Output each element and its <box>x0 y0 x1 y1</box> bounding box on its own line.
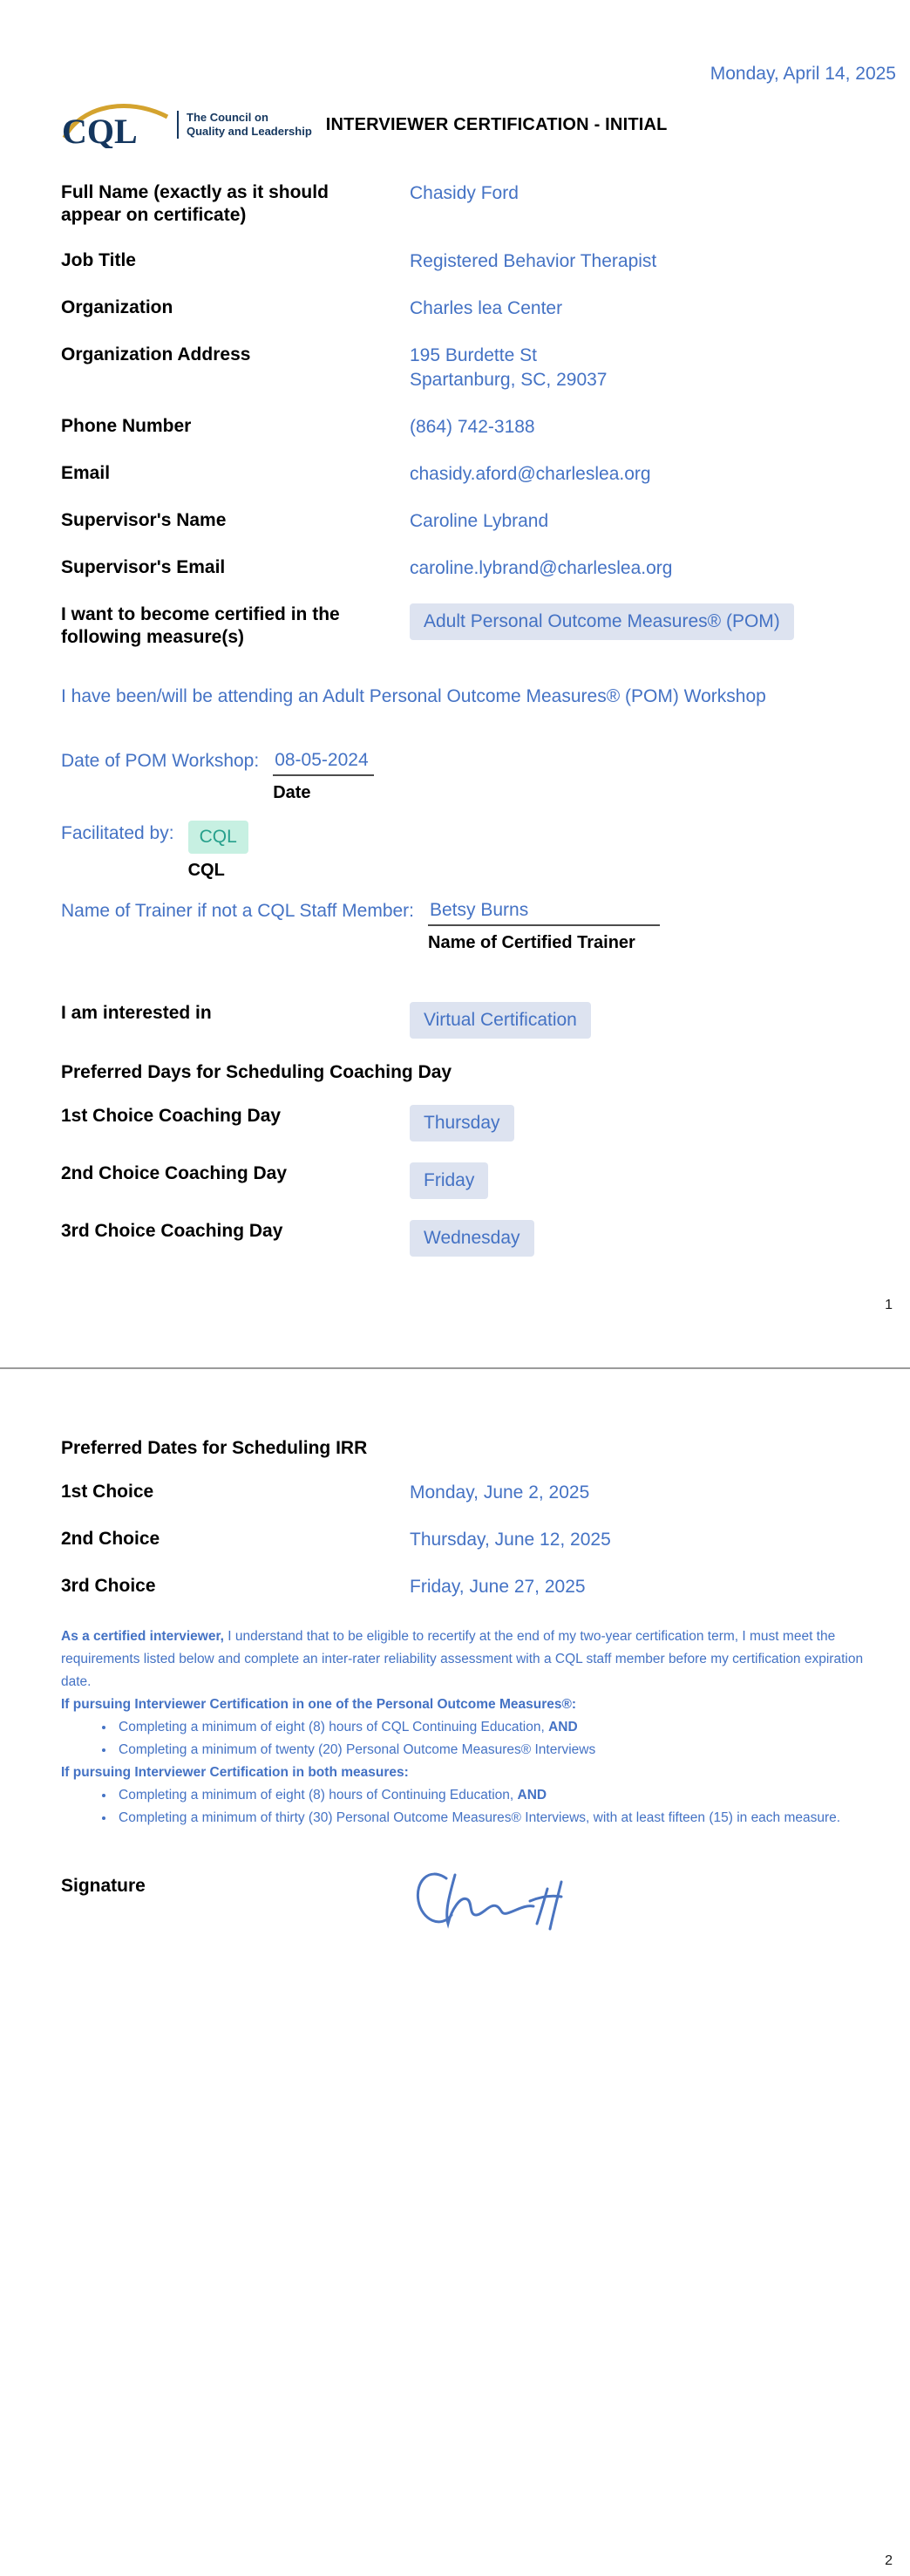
irr-choice-3-value: Friday, June 27, 2025 <box>410 1577 586 1597</box>
irr-choice-2-row <box>61 1528 896 1552</box>
field-label: Supervisor's Name <box>61 510 227 530</box>
field-value: Registered Behavior Therapist <box>410 251 657 271</box>
form-row-email <box>61 462 896 487</box>
coaching-choice-2-chip: Friday <box>410 1162 488 1199</box>
field-label: Email <box>61 463 111 483</box>
logo-tagline-line1: The Council on <box>187 110 268 124</box>
facilitated-by-label: Facilitated by: <box>61 823 174 843</box>
form-row-full-name <box>61 181 896 227</box>
coaching-choice-2-label: 2nd Choice Coaching Day <box>61 1163 288 1183</box>
note-bullet-text: Completing a minimum of thirty (30) Personal Outcome Measures® Interviews, with at least fifteen (15) in each measure. <box>119 1810 841 1825</box>
field-label: Organization Address <box>61 344 251 365</box>
coaching-choice-3-label: 3rd Choice Coaching Day <box>61 1221 283 1241</box>
note-one-measure-list <box>61 1716 896 1762</box>
page-number-2: 2 <box>885 2553 893 2568</box>
facilitated-by-chip: CQL <box>188 821 248 854</box>
facilitated-by-caption: CQL <box>187 861 225 880</box>
measure-chip: Adult Personal Outcome Measures® (POM) <box>410 603 794 640</box>
workshop-statement: I have been/will be attending an Adult Personal Outcome Measures® (POM) Workshop <box>61 686 766 706</box>
document-header <box>61 101 896 148</box>
irr-choice-3-row <box>61 1575 896 1599</box>
trainer-caption: Name of Certified Trainer <box>428 933 635 952</box>
note-bullet-text: Completing a minimum of twenty (20) Personal Outcome Measures® Interviews <box>119 1742 596 1757</box>
certification-note <box>61 1625 896 1830</box>
note-bullet <box>115 1784 896 1807</box>
coaching-days-heading: Preferred Days for Scheduling Coaching Day <box>61 1062 452 1082</box>
signature-image <box>410 1859 628 1961</box>
trainer-label: Name of Trainer if not a CQL Staff Member: <box>61 901 414 921</box>
trainer-row <box>61 898 896 953</box>
field-label: Phone Number <box>61 416 192 436</box>
note-lead-rest: I understand that to be eligible to recertify at the end of my two-year certification term, I must meet the requirements listed below and complete an inter-rater reliability assessment with a CQL staff member before my certification expiration date. <box>61 1629 864 1689</box>
address-line-1: 195 Burdette St <box>410 345 537 365</box>
field-value: (864) 742-3188 <box>410 417 535 437</box>
facilitated-by-fillin <box>188 821 248 881</box>
signature-row <box>61 1875 896 1961</box>
field-value: Charles lea Center <box>410 298 563 318</box>
interested-in-chip: Virtual Certification <box>410 1002 591 1039</box>
trainer-value: Betsy Burns <box>428 898 660 926</box>
note-bullet-bold: AND <box>517 1788 547 1803</box>
irr-choice-1-label: 1st Choice <box>61 1482 154 1502</box>
coaching-choice-3-chip: Wednesday <box>410 1220 534 1257</box>
form-row-organization-address <box>61 344 896 392</box>
coaching-choice-2-value <box>410 1162 488 1199</box>
document-title: INTERVIEWER CERTIFICATION - INITIAL <box>325 114 668 134</box>
note-bullet-text: Completing a minimum of eight (8) hours of Continuing Education, <box>119 1788 518 1803</box>
workshop-date-value: 08-05-2024 <box>273 748 373 776</box>
coaching-choice-1-value <box>410 1105 514 1141</box>
cql-logo-mark <box>61 101 171 148</box>
coaching-choice-1-row <box>61 1105 896 1141</box>
note-both-measures-list <box>61 1784 896 1830</box>
irr-choice-2-label: 2nd Choice <box>61 1529 160 1549</box>
irr-choice-2-value: Thursday, June 12, 2025 <box>410 1530 611 1550</box>
irr-choice-1-value: Monday, June 2, 2025 <box>410 1482 590 1503</box>
field-value: chasidy.aford@charleslea.org <box>410 464 651 484</box>
note-bullet-bold: AND <box>548 1720 578 1734</box>
coaching-choice-1-chip: Thursday <box>410 1105 514 1141</box>
interested-in-row <box>61 1002 896 1039</box>
workshop-date-fillin <box>273 748 373 803</box>
note-bullet <box>115 1716 896 1739</box>
trainer-fillin <box>428 898 660 953</box>
facilitated-by-row <box>61 821 896 881</box>
note-lead-bold: As a certified interviewer, <box>61 1629 224 1644</box>
form-row-job-title <box>61 249 896 274</box>
note-bullet <box>115 1807 896 1830</box>
coaching-choice-2-row <box>61 1162 896 1199</box>
field-label: I want to become certified in the following measure(s) <box>61 604 340 647</box>
page-number-1: 1 <box>885 1298 893 1312</box>
irr-choice-3-label: 3rd Choice <box>61 1576 156 1596</box>
field-value: Caroline Lybrand <box>410 511 549 531</box>
signature-label: Signature <box>61 1876 146 1896</box>
address-line-2: Spartanburg, SC, 29037 <box>410 370 608 390</box>
document-date: Monday, April 14, 2025 <box>710 64 896 84</box>
note-bullet-text: Completing a minimum of eight (8) hours of CQL Continuing Education, <box>119 1720 549 1734</box>
form-row-supervisor-name <box>61 509 896 534</box>
workshop-date-row <box>61 748 896 803</box>
form-row-phone <box>61 415 896 440</box>
svg-text:CQL: CQL <box>62 112 138 148</box>
field-label: Supervisor's Email <box>61 557 226 577</box>
coaching-choice-3-row <box>61 1220 896 1257</box>
irr-choice-1-row <box>61 1481 896 1505</box>
form-row-supervisor-email <box>61 556 896 581</box>
interested-in-label: I am interested in <box>61 1003 212 1023</box>
field-label: Full Name (exactly as it should appear on certificate) <box>61 182 329 225</box>
interested-in-value <box>410 1002 591 1039</box>
field-value <box>410 344 608 392</box>
workshop-date-label: Date of POM Workshop: <box>61 751 260 771</box>
field-value: Chasidy Ford <box>410 183 519 203</box>
form-row-organization <box>61 296 896 321</box>
note-one-measure-heading: If pursuing Interviewer Certification in one of the Personal Outcome Measures®: <box>61 1697 577 1712</box>
field-label: Organization <box>61 297 173 317</box>
page-2 <box>0 1369 910 2576</box>
irr-heading: Preferred Dates for Scheduling IRR <box>61 1438 368 1458</box>
field-label: Job Title <box>61 250 136 270</box>
workshop-date-caption: Date <box>273 783 311 802</box>
cql-logo-tagline <box>177 111 312 140</box>
logo-tagline-line2: Quality and Leadership <box>187 125 312 138</box>
field-value <box>410 603 794 640</box>
cql-logo <box>61 101 312 148</box>
form-row-measures <box>61 603 896 649</box>
coaching-choice-3-value <box>410 1220 534 1257</box>
note-both-measures-heading: If pursuing Interviewer Certification in both measures: <box>61 1765 409 1780</box>
coaching-choice-1-label: 1st Choice Coaching Day <box>61 1106 282 1126</box>
field-value: caroline.lybrand@charleslea.org <box>410 558 673 578</box>
note-bullet <box>115 1739 896 1762</box>
note-lead <box>61 1625 896 1693</box>
